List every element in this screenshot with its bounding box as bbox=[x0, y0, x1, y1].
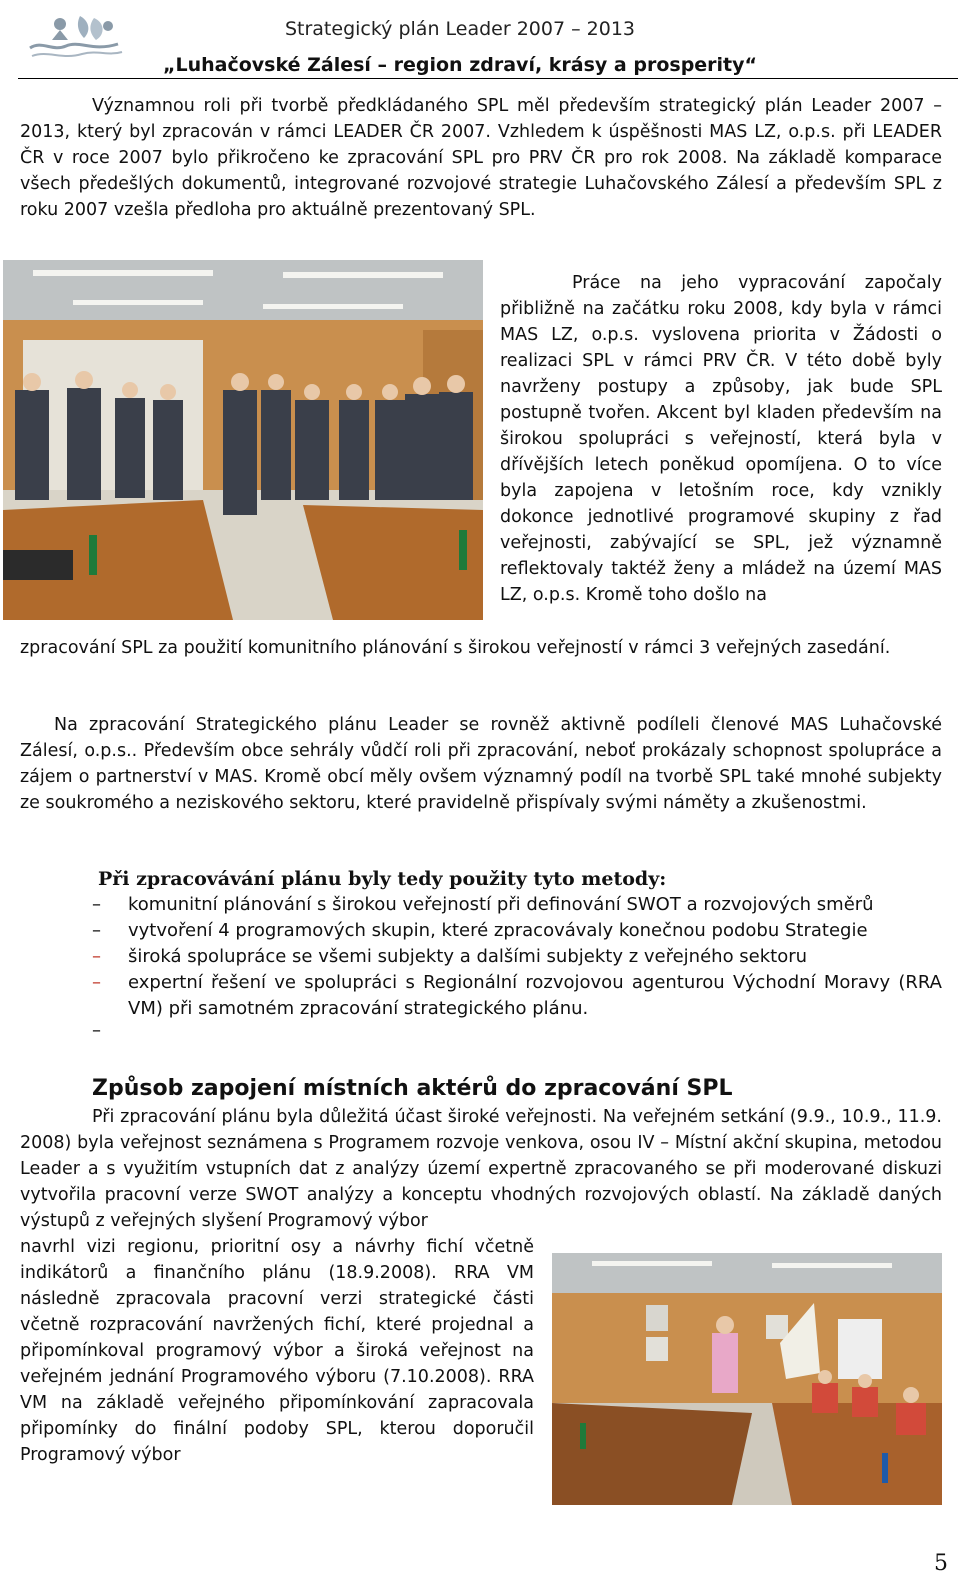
public-involvement-continuation: navrhl vizi regionu, prioritní osy a návrhy fichí včetně indikátorů a finančního plánu (18.9.2008). RRA VM následně zpracovala pracovní verzi strategické části včetně rozpracování navržených fichí, které projednal a připomínkoval programový výbor a široká veřejnost na veřejném jednání Programového výboru (7.10.2008). RRA VM na základě veřejného připomínkování zapracovala připomínky do finální podoby SPL, kterou doporučil Programový výbor bbox=[20, 1237, 534, 1465]
work-paragraph-continuation: zpracování SPL za použití komunitního plánování s širokou veřejností v rámci 3 veřejných zasedání. bbox=[20, 638, 891, 658]
public-involvement-paragraph: Při zpracování plánu byla důležitá účast široké veřejnosti. Na veřejném setkání (9.9., 10.9., 11.9. 2008) byla veřejnost seznámena s Programem rozvoje venkova, osou IV – Místní akční skupina, metodou Leader a s využitím vstupních dat z analýzy území expertně zpracovaného se při moderované diskuzi vytvořila pracovní verze SWOT analýzy a konceptu vhodných rozvojových oblastí. Na základě daných výstupů z veřejných slyšení Programový výbor bbox=[20, 1107, 942, 1231]
methods-list bbox=[92, 892, 942, 1022]
section-heading: Způsob zapojení místních aktérů do zpracování SPL bbox=[92, 1076, 733, 1101]
intro-paragraph: Významnou roli při tvorbě předkládaného SPL měl především strategický plán Leader 2007 – 2013, který byl zpracován v rámci LEADER ČR 2007. Vzhledem k úspěšnosti MAS LZ, o.p.s. při LEADER ČR v roce 2007 bylo přikročeno ke zpracování SPL pro PRV ČR pro rok 2008. Na základě komparace všech předešlých dokumentů, integrované rozvojové strategie Luhačovského Zálesí a především SPL z roku 2007 vzešla předloha pro aktuálně prezentovaný SPL. bbox=[20, 96, 942, 220]
list-item: – široká spolupráce se všemi subjekty a dalšími subjekty z veřejného sektoru bbox=[92, 944, 942, 970]
header-divider bbox=[18, 78, 958, 79]
list-item: – komunitní plánování s širokou veřejností při definování SWOT a rozvojových směrů bbox=[92, 892, 942, 918]
members-paragraph: Na zpracování Strategického plánu Leader se rovněž aktivně podíleli členové MAS Luhačovské Zálesí, o.p.s.. Především obce sehrály vůdčí roli při zpracování, neboť prokázaly schopnost spolupráce a zájem o partnerství v MAS. Kromě obcí měly ovšem významný podíl na tvorbě SPL také mnohé subjekty ze soukromého a neziskového sektoru, které pravidelně přispívaly svými náměty a zkušenostmi. bbox=[20, 715, 942, 813]
header-subtitle: „Luhačovské Zálesí – region zdraví, krásy a prosperity“ bbox=[162, 54, 758, 76]
page-number: 5 bbox=[934, 1551, 948, 1576]
dash-bullet: – bbox=[92, 972, 101, 993]
organization-logo bbox=[22, 6, 132, 66]
header-title: Strategický plán Leader 2007 – 2013 bbox=[284, 18, 636, 40]
dash-bullet: – bbox=[92, 946, 101, 967]
empty-dash-bullet: – bbox=[92, 1020, 101, 1041]
dash-bullet: – bbox=[92, 894, 101, 915]
list-item: – vytvoření 4 programových skupin, které zpracovávaly konečnou podobu Strategie bbox=[92, 918, 942, 944]
group-photo bbox=[3, 260, 483, 620]
dash-bullet: – bbox=[92, 920, 101, 941]
meeting-photo bbox=[552, 1253, 942, 1505]
list-item: – expertní řešení ve spolupráci s Regionální rozvojovou agenturou Východní Moravy (RRA VM) při samotném zpracování strategického plánu. bbox=[92, 972, 942, 1019]
work-paragraph: Práce na jeho vypracování započaly přibližně na začátku roku 2008, kdy byla v rámci MAS LZ, o.p.s. vyslovena priorita v Žádosti o realizaci SPL v rámci PRV ČR. V této době byly navrženy postupy a způsoby, jak bude SPL postupně tvořen. Akcent byl kladen především na širokou spolupráci s veřejností, která byla v dřívějších letech poněkud opomíjena. O to více byla zapojena v letošním roce, kdy vznikly dokonce jednotlivé programové skupiny z řad veřejnosti, zabývající se SPL, jež významně reflektovaly taktéž ženy a mládež na území MAS LZ, o.p.s. Kromě toho došlo na bbox=[500, 273, 942, 605]
methods-heading: Při zpracovávání plánu byly tedy použity tyto metody: bbox=[98, 868, 667, 890]
